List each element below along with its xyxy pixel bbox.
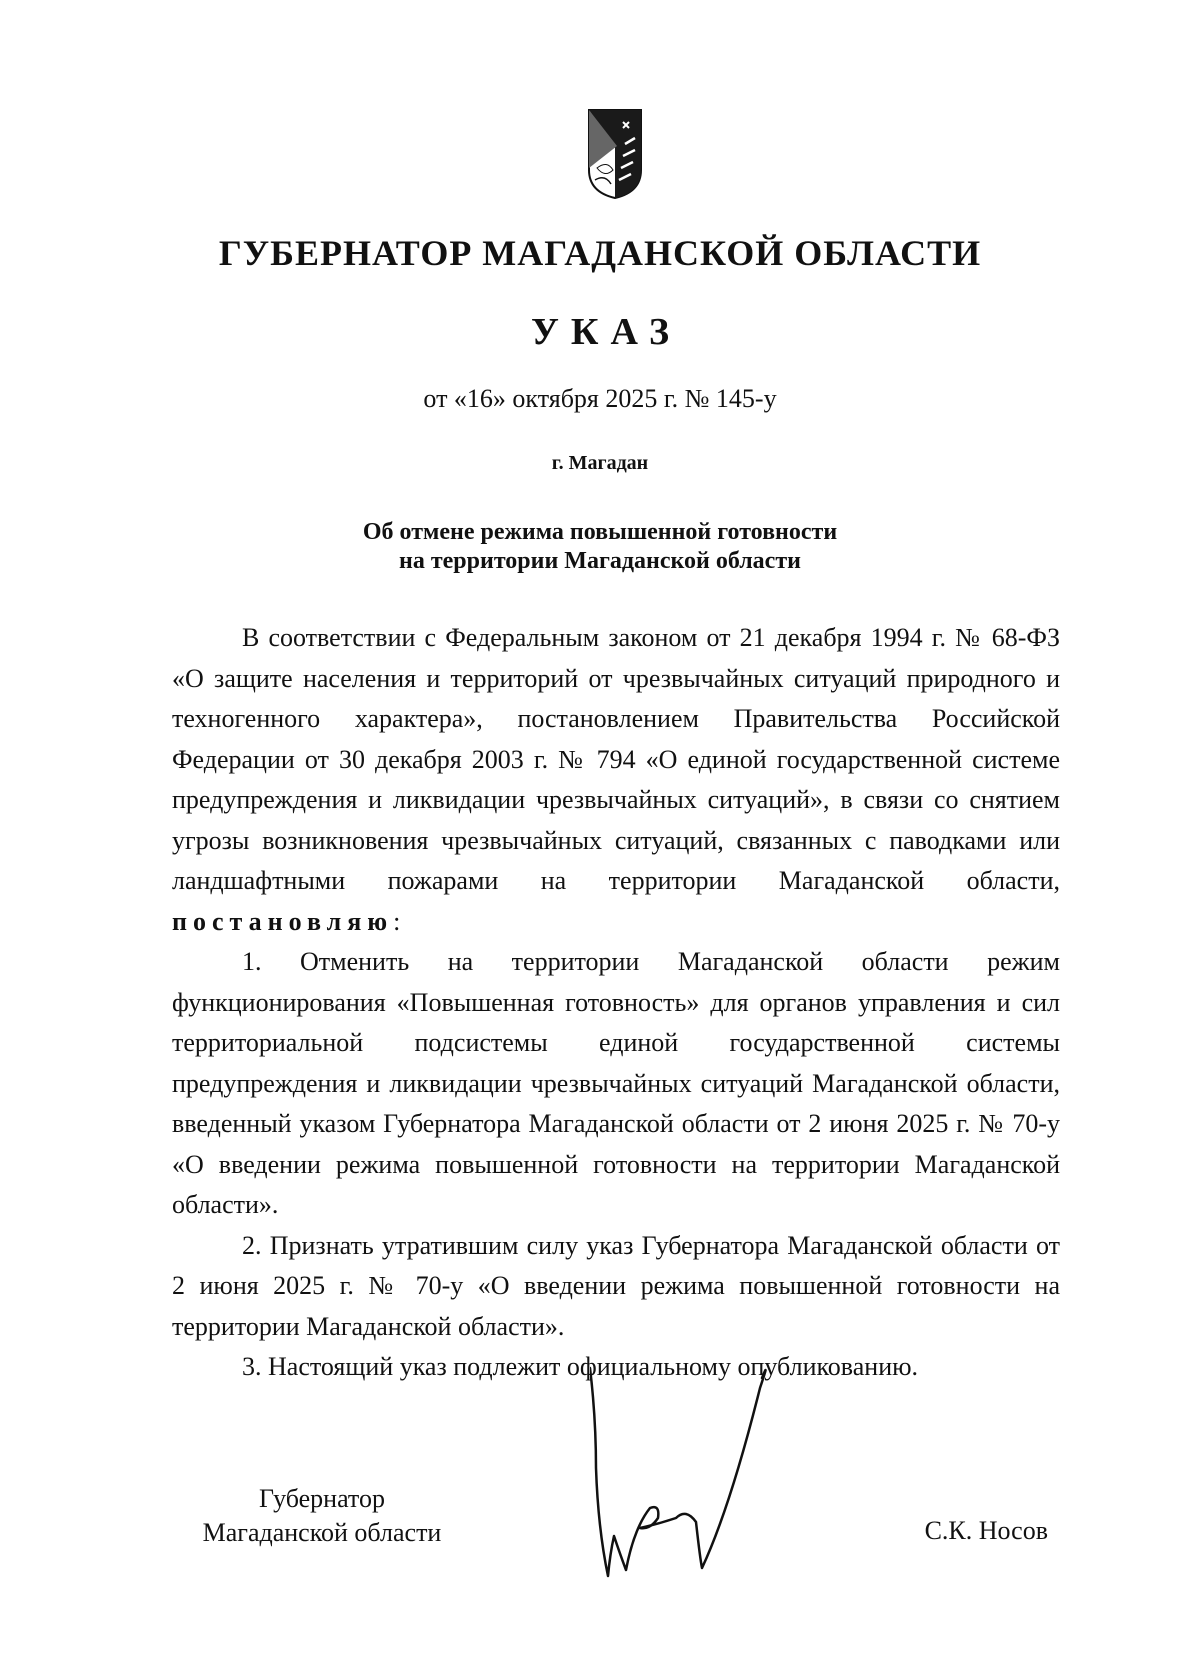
issuing-authority: ГУБЕРНАТОР МАГАДАНСКОЙ ОБЛАСТИ	[218, 233, 982, 273]
document-title	[0, 518, 1200, 576]
signatory-role	[172, 1482, 472, 1550]
handwritten-signature	[590, 1358, 790, 1578]
item-2: 2. Признать утратившим силу указ Губернатора Магаданской области от 2 июня 2025 г. № 70-у «О введении режима повышенной готовности на территории Магаданской области».	[172, 1230, 1060, 1341]
signatory-role-line-2: Магаданской области	[202, 1518, 442, 1547]
title-line-1: Об отмене режима повышенной готовности	[362, 519, 838, 545]
document-date-number: от «16» октября 2025 г. № 145-у	[423, 384, 777, 413]
decree-word: постановляю	[172, 906, 394, 936]
document-body	[172, 618, 1060, 1388]
coat-of-arms-icon	[587, 108, 643, 200]
item-3: 3. Настоящий указ подлежит официальному опубликованию.	[242, 1352, 919, 1381]
document-place: г. Магадан	[551, 452, 649, 474]
document-type: УКАЗ	[531, 311, 681, 353]
signatory-name: С.К. Носов	[924, 1516, 1048, 1545]
signatory-role-line-1: Губернатор	[259, 1484, 385, 1513]
preamble-paragraph: В соответствии с Федеральным законом от 21 декабря 1994 г. № 68-ФЗ «О защите населения и территорий от чрезвычайных ситуаций природного и техногенного характера», постановлением Правительства Российской Федерации от 30 декабря 2003 г. № 794 «О единой государственной системе предупреждения и ликвидации чрезвычайных ситуаций», в связи со снятием угрозы возникновения чрезвычайных ситуаций, связанных с паводками или ландшафтными пожарами на территории Магаданской области, постановляю:	[172, 623, 1060, 936]
item-1: 1. Отменить на территории Магаданской области режим функционирования «Повышенная готовность» для органов управления и сил территориальной подсистемы единой государственной системы предупреждения и ликвидации чрезвычайных ситуаций Магаданской области, введенный указом Губернатора Магаданской области от 2 июня 2025 г. № 70-у «О введении режима повышенной готовности на территории Магаданской области».	[172, 947, 1060, 1219]
preamble-text: В соответствии с Федеральным законом от 21 декабря 1994 г. № 68-ФЗ «О защите населения и территорий от чрезвычайных ситуаций природного и техногенного характера», постановлением Правительства Российской Федерации от 30 декабря 2003 г. № 794 «О единой государственной системе предупреждения и ликвидации чрезвычайных ситуаций», в связи со снятием угрозы возникновения чрезвычайных ситуаций, связанных с паводками или ландшафтными пожарами на территории Магаданской области,	[172, 623, 1060, 895]
title-line-2: на территории Магаданской области	[399, 548, 801, 574]
